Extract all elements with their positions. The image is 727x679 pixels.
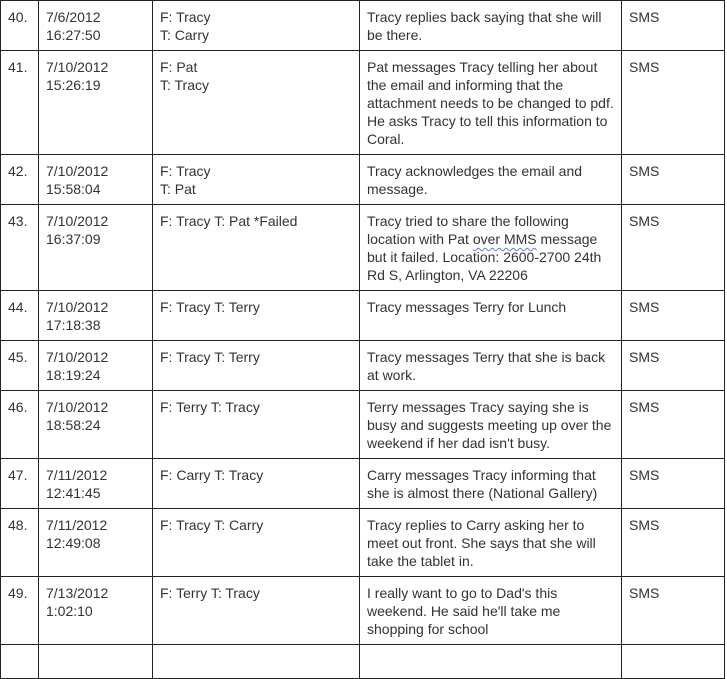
message-date: 7/10/2012 [46,213,109,229]
row-number: 46. [1,391,39,459]
table-row [1,341,725,391]
message-date: 7/11/2012 [46,467,108,483]
table-row [1,205,725,291]
message-date: 7/10/2012 [46,299,109,315]
message-time: 18:58:24 [46,417,101,433]
table-row [1,1,725,51]
spellcheck-flagged-text: over MMS [472,231,537,247]
message-type: SMS [622,391,725,459]
recipient: T: Carry [160,27,209,43]
row-number: 45. [1,341,39,391]
parties-cell: F: Tracy T: Terry [153,341,360,391]
message-date: 7/13/2012 [46,585,109,601]
message-type: SMS [622,155,725,205]
message-time: 15:26:19 [46,77,101,93]
description-cell: I really want to go to Dad's this weekend. He said he'll take me shopping for school [360,577,622,645]
parties-cell: F: Tracy T: Terry [153,291,360,341]
timestamp-cell [39,291,153,341]
parties-cell: F: Tracy T: Carry [153,509,360,577]
message-date: 7/10/2012 [46,349,109,365]
row-number: 41. [1,51,39,155]
message-date: 7/10/2012 [46,163,109,179]
table-row [1,459,725,509]
row-number: 40. [1,1,39,51]
table-row [1,391,725,459]
timestamp-cell [39,459,153,509]
message-date: 7/11/2012 [46,517,108,533]
description-cell: Tracy messages Terry that she is back at work. [360,341,622,391]
message-type: SMS [622,291,725,341]
sender: F: Tracy [160,9,211,25]
row-number: 49. [1,577,39,645]
message-time: 12:41:45 [46,485,101,501]
description-cell: Tracy acknowledges the email and message. [360,155,622,205]
parties-cell: F: Terry T: Tracy [153,391,360,459]
message-time: 16:37:09 [46,231,101,247]
table-row [1,51,725,155]
message-time: 18:19:24 [46,367,101,383]
recipient: T: Pat [160,181,196,197]
message-date: 7/10/2012 [46,59,109,75]
message-time: 1:02:10 [46,603,93,619]
timestamp-cell [39,205,153,291]
message-type: SMS [622,1,725,51]
timestamp-cell [39,577,153,645]
parties-cell: F: Tracy T: Pat *Failed [153,205,360,291]
message-time: 15:58:04 [46,181,101,197]
row-number: 47. [1,459,39,509]
table-row [1,577,725,645]
sender: F: Pat [160,59,198,75]
description-text: message but it failed. Location: 2600-2700 24th Rd S, Arlington, VA 22206 [367,231,602,283]
row-number: 44. [1,291,39,341]
timestamp-cell [39,51,153,155]
parties-cell: F: Carry T: Tracy [153,459,360,509]
message-time: 16:27:50 [46,27,101,43]
row-number: 43. [1,205,39,291]
row-number: 42. [1,155,39,205]
table-row [1,155,725,205]
description-cell: Tracy replies to Carry asking her to meet out front. She says that she will take the tablet in. [360,509,622,577]
message-date: 7/10/2012 [46,399,109,415]
description-cell: Pat messages Tracy telling her about the email and informing that the attachment needs to be changed to pdf. He asks Tracy to tell this information to Coral. [360,51,622,155]
timestamp-cell [39,391,153,459]
timestamp-cell [39,1,153,51]
message-date: 7/6/2012 [46,9,101,25]
parties-cell: F: Terry T: Tracy [153,577,360,645]
sender: F: Tracy [160,163,211,179]
message-type: SMS [622,341,725,391]
row-number: 48. [1,509,39,577]
description-cell: Tracy messages Terry for Lunch [360,291,622,341]
message-time: 17:18:38 [46,317,101,333]
message-type: SMS [622,51,725,155]
message-type: SMS [622,205,725,291]
parties-cell [153,51,360,155]
table-row [1,509,725,577]
timestamp-cell [39,341,153,391]
message-type: SMS [622,509,725,577]
description-cell: Terry messages Tracy saying she is busy and suggests meeting up over the weekend if her dad isn't busy. [360,391,622,459]
timestamp-cell [39,155,153,205]
description-cell [360,205,622,291]
message-time: 12:49:08 [46,535,101,551]
description-cell: Tracy replies back saying that she will be there. [360,1,622,51]
message-type: SMS [622,459,725,509]
parties-cell [153,1,360,51]
table-row [1,291,725,341]
description-cell: Carry messages Tracy informing that she is almost there (National Gallery) [360,459,622,509]
parties-cell [153,155,360,205]
recipient: T: Tracy [160,77,210,93]
message-type: SMS [622,577,725,645]
timestamp-cell [39,509,153,577]
description-text: Tracy tried to share the following location with Pat [367,213,569,247]
